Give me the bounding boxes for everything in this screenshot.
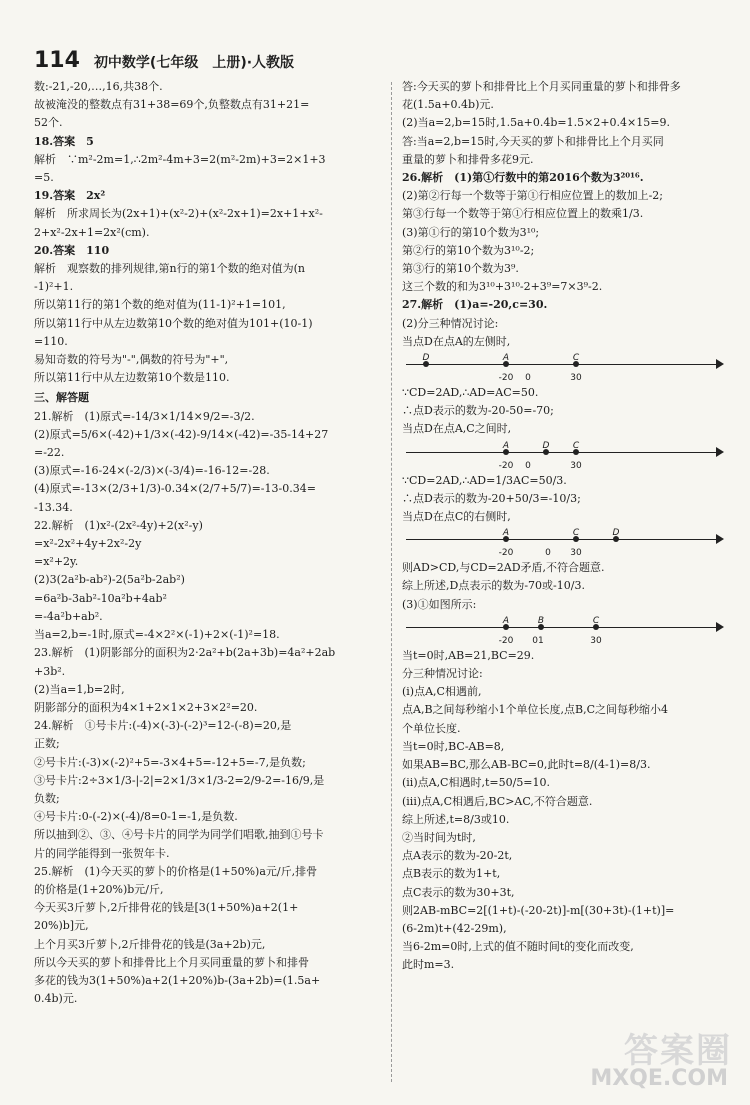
- text-line: 18.答案 5: [34, 134, 94, 148]
- text-line: (3)①如图所示:: [402, 597, 477, 611]
- text-line: 这三个数的和为3¹⁰+3¹⁰-2+3⁹=7×3⁹-2.: [402, 280, 603, 294]
- text-line: 20%)b]元,: [34, 919, 89, 933]
- text-line: 片的同学能得到一张贺年卡.: [34, 846, 170, 860]
- text-line: 52个.: [34, 116, 63, 130]
- text-line: =110.: [34, 334, 68, 348]
- label-a: A: [502, 615, 510, 626]
- label-a: A: [502, 528, 510, 539]
- label-c: C: [572, 528, 580, 539]
- text-line: 正数;: [34, 737, 60, 751]
- text-line: (2)第②行每一个数等于第①行相应位置上的数加上-2;: [402, 189, 664, 203]
- label-a: A: [502, 353, 510, 364]
- right-lines-c: [402, 472, 722, 527]
- text-line: 当6-2m=0时,上式的值不随时间t的变化而改变,: [402, 940, 634, 954]
- column-divider: [391, 82, 392, 1082]
- text-line: 0.4b)元.: [34, 992, 78, 1006]
- text-line: (3)第①行的第10个数为3¹⁰;: [402, 225, 540, 239]
- text-line: 25.解析 (1)今天买的萝卜的价格是(1+50%)a元/斤,排骨: [34, 864, 318, 878]
- text-line: (2)当a=1,b=2时,: [34, 682, 125, 696]
- text-line: 答:当a=2,b=15时,今天买的萝卜和排骨比上个月买同: [402, 134, 664, 148]
- text-line: ②当时间为t时,: [402, 830, 476, 844]
- number-line-2: [406, 440, 722, 470]
- text-line: =-22.: [34, 446, 65, 460]
- tick-minus-20: -20: [498, 373, 514, 384]
- axis-arrow-icon: [716, 447, 724, 457]
- text-line: ∵CD=2AD,∴AD=AC=50.: [402, 386, 539, 400]
- label-c: C: [572, 440, 580, 451]
- text-line: (ii)点A,C相遇时,t=50/5=10.: [402, 776, 551, 790]
- text-line: 当点D在点C的右侧时,: [402, 510, 511, 524]
- text-line: 解析 所求周长为(2x+1)+(x²-2)+(x²-2x+1)=2x+1+x²-: [34, 207, 323, 221]
- right-column: [402, 78, 722, 975]
- text-line: (3)原式=-16-24×(-2/3)×(-3/4)=-16-12=-28.: [34, 464, 270, 478]
- text-line: 故被淹没的整数点有31+38=69个,负整数点有31+21=: [34, 98, 310, 112]
- label-d: D: [612, 528, 620, 539]
- tick-0: 0: [525, 460, 531, 471]
- text-line: 23.解析 (1)阴影部分的面积为2·2a²+b(2a+3b)=4a²+2ab: [34, 646, 336, 660]
- watermark-url: MXQE.COM: [590, 1066, 728, 1091]
- text-line: 则2AB-mBC=2[(1+t)-(-20-2t)]-m[(30+3t)-(1+t)]=: [402, 903, 675, 917]
- text-line: (iii)点A,C相遇后,BC>AC,不符合题意.: [402, 794, 593, 808]
- text-line: 点C表示的数为30+3t,: [402, 885, 515, 899]
- text-line: 20.答案 110: [34, 243, 110, 257]
- axis-line: [406, 539, 722, 540]
- text-line: 19.答案 2x²: [34, 189, 106, 203]
- text-line: (6-2m)t+(42-29m),: [402, 921, 507, 935]
- left-column: [34, 78, 384, 1008]
- text-line: 当t=0时,BC-AB=8,: [402, 739, 505, 753]
- text-line: -13.34.: [34, 500, 73, 514]
- left-column-lines: [34, 78, 384, 1008]
- text-line: ③号卡片:2÷3×1/3-|-2|=2×1/3×1/3-2=2/9-2=-16/9,是: [34, 773, 325, 787]
- text-line: (i)点A,C相遇前,: [402, 685, 482, 699]
- text-line: 易知奇数的符号为"-",偶数的符号为"+",: [34, 353, 229, 367]
- label-d: D: [422, 353, 430, 364]
- text-line: ④号卡片:0-(-2)×(-4)/8=0-1=-1,是负数.: [34, 810, 238, 824]
- label-d: D: [542, 440, 550, 451]
- axis-line: [406, 627, 722, 628]
- label-c: C: [592, 615, 600, 626]
- text-line: 所以抽到②、③、④号卡片的同学为同学们唱歌,抽到①号卡: [34, 828, 324, 842]
- text-line: 答:今天买的萝卜和排骨比上个月买同重量的萝卜和排骨多: [402, 80, 681, 93]
- text-line: 的价格是(1+20%)b元/斤,: [34, 882, 164, 896]
- text-line: =5.: [34, 171, 54, 185]
- tick-30: 30: [590, 635, 602, 646]
- text-line: (2)分三种情况讨论:: [402, 316, 499, 330]
- axis-arrow-icon: [716, 622, 724, 632]
- text-line: 第③行每一个数等于第①行相应位置上的数乘1/3.: [402, 207, 644, 221]
- text-line: 解析 ∵m²-2m=1,∴2m²-4m+3=2(m²-2m)+3=2×1+3: [34, 152, 326, 166]
- text-line: 花(1.5a+0.4b)元.: [402, 98, 494, 112]
- text-line: 21.解析 (1)原式=-14/3×1/14×9/2=-3/2.: [34, 409, 255, 423]
- text-line: 点A,B之间每秒缩小1个单位长度,点B,C之间每秒缩小4: [402, 703, 669, 717]
- text-line: 第③行的第10个数为3⁹.: [402, 262, 519, 276]
- watermark-logo: 答案圈: [624, 1031, 732, 1071]
- book-title: 初中数学(七年级 上册)·人教版: [93, 55, 295, 71]
- number-line-3: [406, 527, 722, 557]
- text-line: 当点D在点A的左侧时,: [402, 334, 511, 348]
- text-line: (2)当a=2,b=15时,1.5a+0.4b=1.5×2+0.4×15=9.: [402, 116, 670, 130]
- tick-01: 01: [532, 635, 544, 646]
- right-lines-b: [402, 384, 722, 439]
- text-line: 24.解析 ①号卡片:(-4)×(-3)-(-2)³=12-(-8)=20,是: [34, 719, 292, 733]
- tick-30: 30: [570, 548, 582, 559]
- text-line: (2)3(2a²b-ab²)-2(5a²b-2ab²): [34, 573, 185, 587]
- text-line: 数:-21,-20,…,16,共38个.: [34, 80, 163, 93]
- axis-arrow-icon: [716, 534, 724, 544]
- text-line: 当t=0时,AB=21,BC=29.: [402, 648, 535, 662]
- text-line: =-4a²b+ab².: [34, 609, 103, 623]
- text-line: -1)²+1.: [34, 280, 74, 294]
- tick-minus-20: -20: [498, 548, 514, 559]
- page-header: [34, 48, 294, 72]
- text-line: 第②行的第10个数为3¹⁰-2;: [402, 243, 535, 257]
- tick-minus-20: -20: [498, 635, 514, 646]
- tick-minus-20: -20: [498, 460, 514, 471]
- text-line: 所以第11行中从左边数第10个数的绝对值为101+(10-1): [34, 316, 313, 330]
- text-line: 综上所述,t=8/3或10.: [402, 812, 510, 826]
- watermark: [592, 1023, 732, 1093]
- right-lines-a: [402, 78, 722, 351]
- text-line: 上个月买3斤萝卜,2斤排骨花的钱是(3a+2b)元,: [34, 937, 266, 951]
- text-line: 重量的萝卜和排骨多花9元.: [402, 152, 534, 166]
- tick-0: 0: [545, 548, 551, 559]
- text-line: 2+x²-2x+1=2x²(cm).: [34, 225, 150, 239]
- text-line: 负数;: [34, 791, 60, 805]
- text-line: 则AD>CD,与CD=2AD矛盾,不符合题意.: [402, 561, 605, 575]
- text-line: 所以第11行中从左边数第10个数是110.: [34, 371, 230, 385]
- text-line: (2)原式=5/6×(-42)+1/3×(-42)-9/14×(-42)=-35-14+27: [34, 427, 329, 441]
- text-line: 点B表示的数为1+t,: [402, 867, 501, 881]
- text-line: 今天买3斤萝卜,2斤排骨花的钱是[3(1+50%)a+2(1+: [34, 901, 299, 915]
- tick-30: 30: [570, 373, 582, 384]
- tick-0: 0: [525, 373, 531, 384]
- text-line: 所以今天买的萝卜和排骨比上个月买同重量的萝卜和排骨: [34, 955, 309, 969]
- label-c: C: [572, 353, 580, 364]
- text-line: ∵CD=2AD,∴AD=1/3AC=50/3.: [402, 473, 567, 487]
- right-lines-e: [402, 647, 722, 975]
- text-line: =6a²b-3ab²-10a²b+4ab²: [34, 591, 167, 605]
- text-line: 26.解析 (1)第①行数中的第2016个数为3²⁰¹⁶.: [402, 171, 644, 185]
- axis-arrow-icon: [716, 359, 724, 369]
- number-line-4: [406, 615, 722, 645]
- text-line: 27.解析 (1)a=-20,c=30.: [402, 298, 548, 312]
- text-line: (4)原式=-13×(2/3+1/3)-0.34×(2/7+5/7)=-13-0.34=: [34, 482, 316, 496]
- axis-line: [406, 452, 722, 453]
- axis-line: [406, 364, 722, 365]
- text-line: 当点D在点A,C之间时,: [402, 422, 512, 436]
- right-lines-d: [402, 559, 722, 614]
- text-line: 阴影部分的面积为4×1+2×1×2+3×2²=20.: [34, 700, 258, 714]
- text-line: 解析 观察数的排列规律,第n行的第1个数的绝对值为(n: [34, 262, 305, 276]
- text-line: 22.解析 (1)x²-(2x²-4y)+2(x²-y): [34, 518, 203, 532]
- text-line: +3b².: [34, 664, 66, 678]
- text-line: ②号卡片:(-3)×(-2)²+5=-3×4+5=-12+5=-7,是负数;: [34, 755, 306, 769]
- label-b: B: [537, 615, 545, 626]
- number-line-1: [406, 352, 722, 382]
- text-line: 分三种情况讨论:: [402, 667, 483, 681]
- tick-30: 30: [570, 460, 582, 471]
- text-line: ∴点D表示的数为-20+50/3=-10/3;: [402, 491, 581, 505]
- text-line: 如果AB=BC,那么AB-BC=0,此时t=8/(4-1)=8/3.: [402, 758, 651, 772]
- text-line: ∴点D表示的数为-20-50=-70;: [402, 404, 554, 418]
- text-line: 个单位长度.: [402, 721, 461, 735]
- text-line: =x²-2x²+4y+2x²-2y: [34, 537, 142, 551]
- text-line: 综上所述,D点表示的数为-70或-10/3.: [402, 579, 585, 593]
- page-number: 114: [34, 48, 80, 73]
- text-line: 多花的钱为3(1+50%)a+2(1+20%)b-(3a+2b)=(1.5a+: [34, 973, 321, 987]
- section-heading: 三、解答题: [34, 391, 89, 405]
- text-line: =x²+2y.: [34, 555, 79, 569]
- text-line: 当a=2,b=-1时,原式=-4×2²×(-1)+2×(-1)²=18.: [34, 628, 280, 642]
- text-line: 点A表示的数为-20-2t,: [402, 849, 513, 863]
- text-line: 所以第11行的第1个数的绝对值为(11-1)²+1=101,: [34, 298, 286, 312]
- label-a: A: [502, 440, 510, 451]
- text-line: 此时m=3.: [402, 958, 455, 972]
